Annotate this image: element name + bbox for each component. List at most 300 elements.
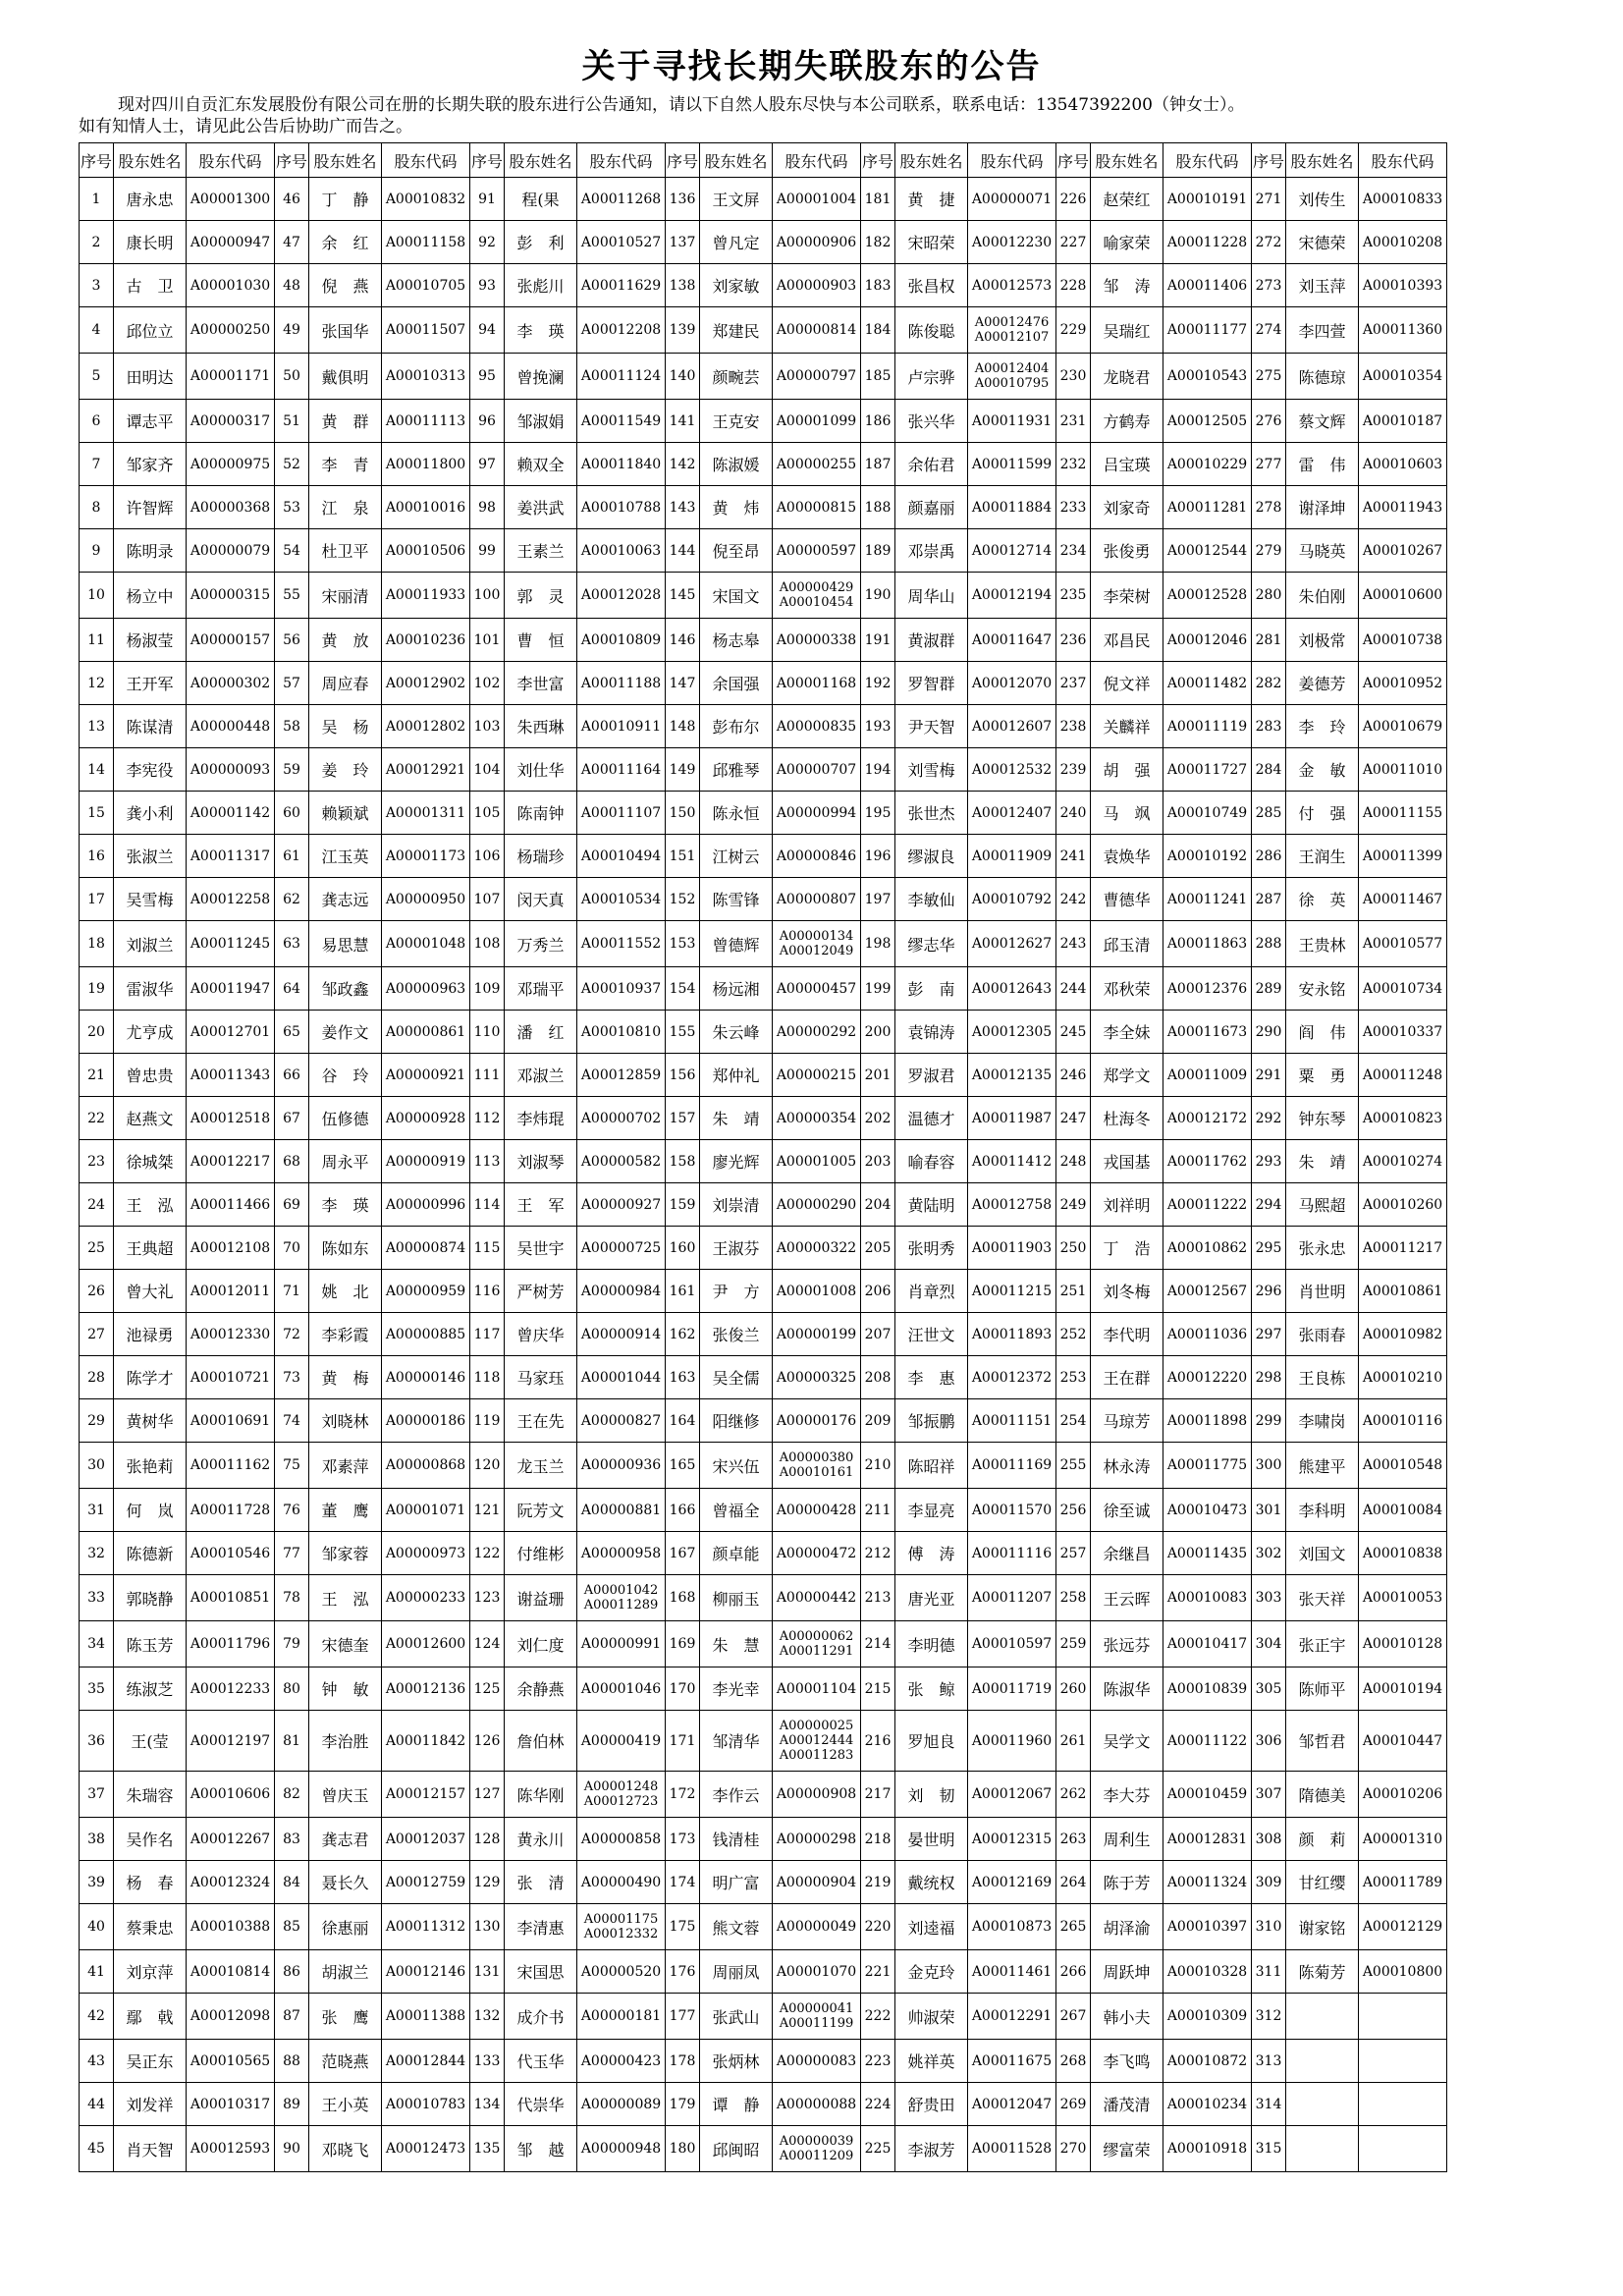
shareholder-code: A00010267 xyxy=(1359,529,1447,573)
row-number: 150 xyxy=(666,792,700,835)
shareholder-code: A00012194 xyxy=(968,573,1056,619)
row-number: 254 xyxy=(1056,1399,1091,1443)
row-number: 308 xyxy=(1252,1818,1286,1861)
shareholder-name: 唐永忠 xyxy=(114,178,187,221)
row-number: 6 xyxy=(80,400,114,443)
shareholder-code: A00000861 xyxy=(382,1011,470,1054)
shareholder-name: 马琼芳 xyxy=(1091,1399,1163,1443)
row-number: 145 xyxy=(666,573,700,619)
shareholder-code xyxy=(1359,1994,1447,2040)
row-number: 128 xyxy=(470,1818,505,1861)
shareholder-name: 陈玉芳 xyxy=(114,1621,187,1667)
row-number: 314 xyxy=(1252,2083,1286,2126)
shareholder-code: A00000325 xyxy=(773,1356,861,1399)
shareholder-name: 邹哲君 xyxy=(1286,1711,1359,1772)
shareholder-name: 郑建民 xyxy=(700,307,773,354)
shareholder-name: 郭晓静 xyxy=(114,1575,187,1621)
shareholder-code: A00011947 xyxy=(187,967,275,1011)
shareholder-code xyxy=(1359,2083,1447,2126)
shareholder-name: 练淑芝 xyxy=(114,1667,187,1711)
shareholder-code: A00011599 xyxy=(968,443,1056,486)
table-row xyxy=(80,1861,1447,1904)
shareholder-code: A00000419 xyxy=(577,1711,666,1772)
shareholder-name: 胡泽渝 xyxy=(1091,1904,1163,1950)
shareholder-name: 陈德新 xyxy=(114,1532,187,1575)
row-number: 47 xyxy=(275,221,309,264)
row-number: 227 xyxy=(1056,221,1091,264)
shareholder-code: A00012291 xyxy=(968,1994,1056,2040)
shareholder-code: A00010053 xyxy=(1359,1575,1447,1621)
shareholder-name: 张俊兰 xyxy=(700,1313,773,1356)
row-number: 258 xyxy=(1056,1575,1091,1621)
row-number: 11 xyxy=(80,619,114,662)
shareholder-code: A00000914 xyxy=(577,1313,666,1356)
row-number: 218 xyxy=(861,1818,895,1861)
shareholder-name: 袁焕华 xyxy=(1091,835,1163,878)
row-number: 49 xyxy=(275,307,309,354)
shareholder-name: 邱雅琴 xyxy=(700,748,773,792)
shareholder-name: 尹天智 xyxy=(895,705,968,748)
row-number: 285 xyxy=(1252,792,1286,835)
shareholder-name: 朱伯刚 xyxy=(1286,573,1359,619)
shareholder-code: A00011840 xyxy=(577,443,666,486)
shareholder-code: A00012172 xyxy=(1163,1097,1252,1140)
shareholder-code: A00010862 xyxy=(1163,1227,1252,1270)
shareholder-code: A00010691 xyxy=(187,1399,275,1443)
shareholder-name: 胡 强 xyxy=(1091,748,1163,792)
row-number: 181 xyxy=(861,178,895,221)
row-number: 42 xyxy=(80,1994,114,2040)
shareholder-code: A00011728 xyxy=(187,1489,275,1532)
shareholder-name: 廖光辉 xyxy=(700,1140,773,1183)
shareholder-code: A00011893 xyxy=(968,1313,1056,1356)
shareholder-name: 阳继修 xyxy=(700,1399,773,1443)
shareholder-code: A00010833 xyxy=(1359,178,1447,221)
row-number: 28 xyxy=(80,1356,114,1399)
shareholder-name: 罗淑君 xyxy=(895,1054,968,1097)
shareholder-name: 刘玉萍 xyxy=(1286,264,1359,307)
shareholder-code: A00001042 A00011289 xyxy=(577,1575,666,1621)
shareholder-code: A00000885 xyxy=(382,1313,470,1356)
row-number: 143 xyxy=(666,486,700,529)
shareholder-name: 喻春容 xyxy=(895,1140,968,1183)
shareholder-code: A00011281 xyxy=(1163,486,1252,529)
shareholder-code: A00011987 xyxy=(968,1097,1056,1140)
row-number: 24 xyxy=(80,1183,114,1227)
shareholder-code: A00000996 xyxy=(382,1183,470,1227)
shareholder-name: 邓崇禹 xyxy=(895,529,968,573)
shareholder-code: A00011245 xyxy=(187,921,275,967)
shareholder-code: A00010260 xyxy=(1359,1183,1447,1227)
shareholder-name: 古 卫 xyxy=(114,264,187,307)
shareholder-code: A00010872 xyxy=(1163,2040,1252,2083)
shareholder-name: 罗智群 xyxy=(895,662,968,705)
shareholder-code: A00012593 xyxy=(187,2126,275,2172)
shareholder-code: A00012528 xyxy=(1163,573,1252,619)
shareholder-name: 吴 杨 xyxy=(309,705,382,748)
shareholder-name: 宋德荣 xyxy=(1286,221,1359,264)
shareholder-code: A00000429 A00010454 xyxy=(773,573,861,619)
shareholder-code: A00000950 xyxy=(382,878,470,921)
row-number: 237 xyxy=(1056,662,1091,705)
shareholder-name: 倪文祥 xyxy=(1091,662,1163,705)
shareholder-name: 张 鲸 xyxy=(895,1667,968,1711)
shareholder-name: 陈如东 xyxy=(309,1227,382,1270)
shareholder-name: 蔡文辉 xyxy=(1286,400,1359,443)
row-number: 259 xyxy=(1056,1621,1091,1667)
row-number: 125 xyxy=(470,1667,505,1711)
row-number: 223 xyxy=(861,2040,895,2083)
table-row xyxy=(80,486,1447,529)
shareholder-code: A00011151 xyxy=(968,1399,1056,1443)
shareholder-name: 黄淑群 xyxy=(895,619,968,662)
row-number: 36 xyxy=(80,1711,114,1772)
shareholder-code: A00001008 xyxy=(773,1270,861,1313)
shareholder-name: 李炜琨 xyxy=(505,1097,577,1140)
shareholder-name: 陈昭祥 xyxy=(895,1443,968,1489)
shareholder-name: 王在群 xyxy=(1091,1356,1163,1399)
shareholder-code: A00011116 xyxy=(968,1532,1056,1575)
shareholder-name: 舒贵田 xyxy=(895,2083,968,2126)
shareholder-code: A00011169 xyxy=(968,1443,1056,1489)
row-number: 2 xyxy=(80,221,114,264)
shareholder-name xyxy=(1286,2083,1359,2126)
shareholder-code: A00011528 xyxy=(968,2126,1056,2172)
shareholder-name: 严树芳 xyxy=(505,1270,577,1313)
shareholder-code: A00010494 xyxy=(577,835,666,878)
shareholder-code: A00010317 xyxy=(187,2083,275,2126)
row-number: 151 xyxy=(666,835,700,878)
shareholder-code: A00000906 xyxy=(773,221,861,264)
row-number: 209 xyxy=(861,1399,895,1443)
row-number: 116 xyxy=(470,1270,505,1313)
row-number: 312 xyxy=(1252,1994,1286,2040)
row-number: 154 xyxy=(666,967,700,1011)
table-row xyxy=(80,1313,1447,1356)
shareholder-code: A00000157 xyxy=(187,619,275,662)
column-header: 股东姓名 xyxy=(700,143,773,178)
shareholder-name: 周利生 xyxy=(1091,1818,1163,1861)
shareholder-name: 陈淑华 xyxy=(1091,1667,1163,1711)
shareholder-name: 李显亮 xyxy=(895,1489,968,1532)
row-number: 101 xyxy=(470,619,505,662)
notice-intro xyxy=(79,94,1591,137)
row-number: 236 xyxy=(1056,619,1091,662)
shareholder-name: 温德才 xyxy=(895,1097,968,1140)
row-number: 276 xyxy=(1252,400,1286,443)
shareholder-name: 谢家铭 xyxy=(1286,1904,1359,1950)
row-number: 192 xyxy=(861,662,895,705)
row-number: 136 xyxy=(666,178,700,221)
shareholder-code: A00000846 xyxy=(773,835,861,878)
shareholder-name: 闵天真 xyxy=(505,878,577,921)
row-number: 162 xyxy=(666,1313,700,1356)
shareholder-name: 鄢 戟 xyxy=(114,1994,187,2040)
row-number: 78 xyxy=(275,1575,309,1621)
shareholder-code: A00000457 xyxy=(773,967,861,1011)
shareholder-name: 代崇华 xyxy=(505,2083,577,2126)
row-number: 74 xyxy=(275,1399,309,1443)
row-number: 32 xyxy=(80,1532,114,1575)
shareholder-code: A00012701 xyxy=(187,1011,275,1054)
shareholder-name: 谭志平 xyxy=(114,400,187,443)
column-header: 股东代码 xyxy=(773,143,861,178)
shareholder-name: 雷淑华 xyxy=(114,967,187,1011)
shareholder-name: 张俊勇 xyxy=(1091,529,1163,573)
shareholder-name: 关麟祥 xyxy=(1091,705,1163,748)
shareholder-code: A00011466 xyxy=(187,1183,275,1227)
shareholder-code: A00011122 xyxy=(1163,1711,1252,1772)
shareholder-code: A00010548 xyxy=(1359,1443,1447,1489)
row-number: 27 xyxy=(80,1313,114,1356)
shareholder-code: A00001300 xyxy=(187,178,275,221)
row-number: 26 xyxy=(80,1270,114,1313)
row-number: 70 xyxy=(275,1227,309,1270)
row-number: 213 xyxy=(861,1575,895,1621)
shareholder-name: 吴雪梅 xyxy=(114,878,187,921)
shareholder-name: 曾忠贵 xyxy=(114,1054,187,1097)
row-number: 186 xyxy=(861,400,895,443)
shareholder-name: 刘逵福 xyxy=(895,1904,968,1950)
shareholder-code: A00012573 xyxy=(968,264,1056,307)
row-number: 272 xyxy=(1252,221,1286,264)
shareholder-code: A00010679 xyxy=(1359,705,1447,748)
shareholder-name: 张国华 xyxy=(309,307,382,354)
shareholder-code: A00010210 xyxy=(1359,1356,1447,1399)
table-header-row xyxy=(80,143,1447,178)
shareholder-code: A00001070 xyxy=(773,1950,861,1994)
shareholder-code: A00010861 xyxy=(1359,1270,1447,1313)
row-number: 293 xyxy=(1252,1140,1286,1183)
shareholder-code: A00000858 xyxy=(577,1818,666,1861)
shareholder-name: 李明德 xyxy=(895,1621,968,1667)
row-number: 105 xyxy=(470,792,505,835)
row-number: 38 xyxy=(80,1818,114,1861)
row-number: 76 xyxy=(275,1489,309,1532)
shareholder-code: A00010397 xyxy=(1163,1904,1252,1950)
shareholder-code: A00012372 xyxy=(968,1356,1056,1399)
shareholder-code: A00000322 xyxy=(773,1227,861,1270)
shareholder-name: 徐 英 xyxy=(1286,878,1359,921)
shareholder-name: 李世富 xyxy=(505,662,577,705)
row-number: 81 xyxy=(275,1711,309,1772)
shareholder-code: A00010417 xyxy=(1163,1621,1252,1667)
shareholder-name: 康长明 xyxy=(114,221,187,264)
shareholder-name: 王素兰 xyxy=(505,529,577,573)
row-number: 97 xyxy=(470,443,505,486)
shareholder-name: 柳丽玉 xyxy=(700,1575,773,1621)
shareholder-name: 杜海冬 xyxy=(1091,1097,1163,1140)
shareholder-name: 江树云 xyxy=(700,835,773,878)
shareholder-code: A00001071 xyxy=(382,1489,470,1532)
shareholder-code: A00010208 xyxy=(1359,221,1447,264)
shareholder-table xyxy=(79,142,1447,2172)
column-header: 股东姓名 xyxy=(1091,143,1163,178)
shareholder-code: A00010918 xyxy=(1163,2126,1252,2172)
table-row xyxy=(80,307,1447,354)
shareholder-code: A00000354 xyxy=(773,1097,861,1140)
shareholder-code: A00011164 xyxy=(577,748,666,792)
column-header: 序号 xyxy=(1056,143,1091,178)
row-number: 224 xyxy=(861,2083,895,2126)
shareholder-name: 陈俊聪 xyxy=(895,307,968,354)
shareholder-code: A00010783 xyxy=(382,2083,470,2126)
shareholder-name: 李四萱 xyxy=(1286,307,1359,354)
row-number: 183 xyxy=(861,264,895,307)
shareholder-code: A00000827 xyxy=(577,1399,666,1443)
shareholder-name: 张兴华 xyxy=(895,400,968,443)
shareholder-name: 易思慧 xyxy=(309,921,382,967)
row-number: 14 xyxy=(80,748,114,792)
row-number: 21 xyxy=(80,1054,114,1097)
shareholder-name: 谢泽坤 xyxy=(1286,486,1359,529)
shareholder-code: A00011241 xyxy=(1163,878,1252,921)
shareholder-name: 邱闽昭 xyxy=(700,2126,773,2172)
shareholder-code: A00000994 xyxy=(773,792,861,835)
shareholder-code: A00011107 xyxy=(577,792,666,835)
row-number: 147 xyxy=(666,662,700,705)
shareholder-name: 李作云 xyxy=(700,1772,773,1818)
row-number: 173 xyxy=(666,1818,700,1861)
shareholder-code: A00001175 A00012332 xyxy=(577,1904,666,1950)
shareholder-code: A00012844 xyxy=(382,2040,470,2083)
row-number: 157 xyxy=(666,1097,700,1140)
row-number: 269 xyxy=(1056,2083,1091,2126)
row-number: 80 xyxy=(275,1667,309,1711)
row-number: 22 xyxy=(80,1097,114,1140)
row-number: 270 xyxy=(1056,2126,1091,2172)
row-number: 55 xyxy=(275,573,309,619)
row-number: 289 xyxy=(1252,967,1286,1011)
shareholder-name: 杨淑莹 xyxy=(114,619,187,662)
column-header: 股东代码 xyxy=(1359,143,1447,178)
row-number: 278 xyxy=(1252,486,1286,529)
row-number: 18 xyxy=(80,921,114,967)
shareholder-code: A00011842 xyxy=(382,1711,470,1772)
shareholder-name: 杨志皋 xyxy=(700,619,773,662)
row-number: 75 xyxy=(275,1443,309,1489)
shareholder-name: 彭布尔 xyxy=(700,705,773,748)
shareholder-name: 詹伯林 xyxy=(505,1711,577,1772)
shareholder-code: A00012473 xyxy=(382,2126,470,2172)
row-number: 219 xyxy=(861,1861,895,1904)
shareholder-name: 张 鹰 xyxy=(309,1994,382,2040)
shareholder-code: A00012197 xyxy=(187,1711,275,1772)
shareholder-code: A00001046 xyxy=(577,1667,666,1711)
shareholder-code: A00000919 xyxy=(382,1140,470,1183)
table-row xyxy=(80,2040,1447,2083)
row-number: 274 xyxy=(1252,307,1286,354)
shareholder-name: 张彪川 xyxy=(505,264,577,307)
table-row xyxy=(80,619,1447,662)
table-row xyxy=(80,967,1447,1011)
shareholder-code: A00012108 xyxy=(187,1227,275,1270)
row-number: 174 xyxy=(666,1861,700,1904)
row-number: 235 xyxy=(1056,573,1091,619)
row-number: 167 xyxy=(666,1532,700,1575)
column-header: 股东姓名 xyxy=(114,143,187,178)
shareholder-name: 周永平 xyxy=(309,1140,382,1183)
shareholder-name: 肖章烈 xyxy=(895,1270,968,1313)
shareholder-name: 陈德琼 xyxy=(1286,354,1359,400)
shareholder-name: 安永铭 xyxy=(1286,967,1359,1011)
row-number: 241 xyxy=(1056,835,1091,878)
row-number: 222 xyxy=(861,1994,895,2040)
row-number: 15 xyxy=(80,792,114,835)
shareholder-code: A00010982 xyxy=(1359,1313,1447,1356)
shareholder-name: 邓秋荣 xyxy=(1091,967,1163,1011)
row-number: 85 xyxy=(275,1904,309,1950)
shareholder-name: 刘发祥 xyxy=(114,2083,187,2126)
shareholder-code: A00011435 xyxy=(1163,1532,1252,1575)
shareholder-code: A00010229 xyxy=(1163,443,1252,486)
shareholder-code: A00012136 xyxy=(382,1667,470,1711)
shareholder-name: 张淑兰 xyxy=(114,835,187,878)
row-number: 303 xyxy=(1252,1575,1286,1621)
shareholder-name: 黄 群 xyxy=(309,400,382,443)
row-number: 90 xyxy=(275,2126,309,2172)
shareholder-code: A00000921 xyxy=(382,1054,470,1097)
shareholder-code: A00000797 xyxy=(773,354,861,400)
row-number: 273 xyxy=(1252,264,1286,307)
row-number: 175 xyxy=(666,1904,700,1950)
row-number: 104 xyxy=(470,748,505,792)
row-number: 7 xyxy=(80,443,114,486)
shareholder-name: 陈永恒 xyxy=(700,792,773,835)
shareholder-name: 曾挽澜 xyxy=(505,354,577,400)
row-number: 202 xyxy=(861,1097,895,1140)
shareholder-code: A00011343 xyxy=(187,1054,275,1097)
shareholder-name: 吴全儒 xyxy=(700,1356,773,1399)
shareholder-code: A00012607 xyxy=(968,705,1056,748)
row-number: 126 xyxy=(470,1711,505,1772)
row-number: 283 xyxy=(1252,705,1286,748)
shareholder-name: 曹 恒 xyxy=(505,619,577,662)
shareholder-code: A00000948 xyxy=(577,2126,666,2172)
shareholder-code: A00011217 xyxy=(1359,1227,1447,1270)
shareholder-code: A00000868 xyxy=(382,1443,470,1489)
column-header: 序号 xyxy=(666,143,700,178)
shareholder-code: A00001248 A00012723 xyxy=(577,1772,666,1818)
shareholder-code: A00000186 xyxy=(382,1399,470,1443)
shareholder-code: A00011317 xyxy=(187,835,275,878)
table-row xyxy=(80,878,1447,921)
table-row xyxy=(80,1772,1447,1818)
shareholder-code: A00012831 xyxy=(1163,1818,1252,1861)
shareholder-code: A00011789 xyxy=(1359,1861,1447,1904)
shareholder-name: 余国强 xyxy=(700,662,773,705)
shareholder-code: A00011762 xyxy=(1163,1140,1252,1183)
shareholder-code: A00011119 xyxy=(1163,705,1252,748)
shareholder-name: 彭 利 xyxy=(505,221,577,264)
shareholder-code: A00000490 xyxy=(577,1861,666,1904)
shareholder-code: A00000176 xyxy=(773,1399,861,1443)
shareholder-code: A00011388 xyxy=(382,1994,470,2040)
shareholder-name: 邹家齐 xyxy=(114,443,187,486)
row-number: 112 xyxy=(470,1097,505,1140)
shareholder-name: 黄永川 xyxy=(505,1818,577,1861)
shareholder-name: 丁 浩 xyxy=(1091,1227,1163,1270)
shareholder-name: 邹家蓉 xyxy=(309,1532,382,1575)
row-number: 152 xyxy=(666,878,700,921)
row-number: 205 xyxy=(861,1227,895,1270)
row-number: 67 xyxy=(275,1097,309,1140)
shareholder-name: 方鹤寿 xyxy=(1091,400,1163,443)
shareholder-name: 徐城桀 xyxy=(114,1140,187,1183)
shareholder-code: A00011884 xyxy=(968,486,1056,529)
shareholder-code: A00010565 xyxy=(187,2040,275,2083)
shareholder-name: 吴正东 xyxy=(114,2040,187,2083)
